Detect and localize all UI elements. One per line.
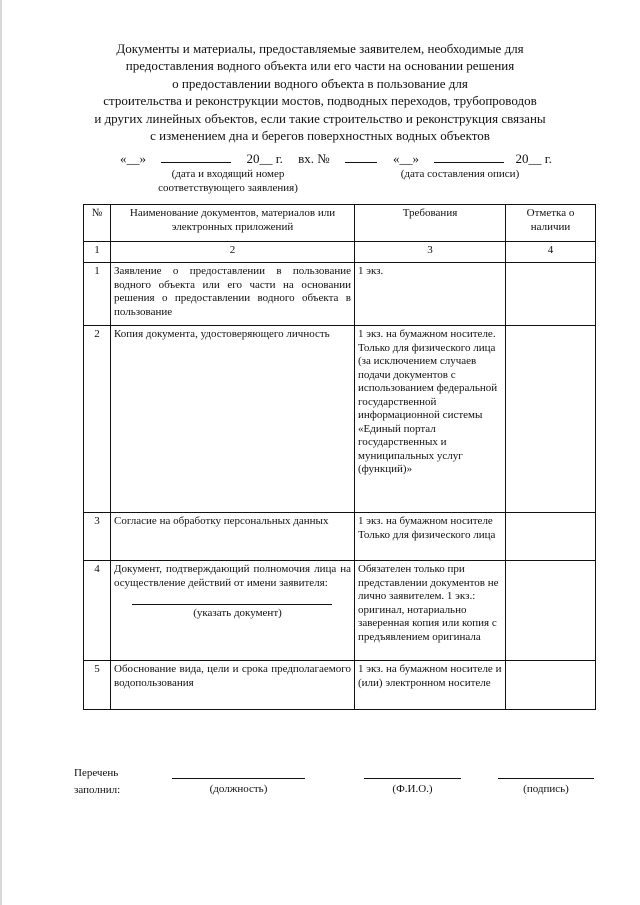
caption-line: соответствующего заявления) xyxy=(158,182,298,194)
document-name: Копия документа, удостоверяющего личность xyxy=(111,326,355,513)
availability-mark-cell[interactable] xyxy=(506,263,596,326)
right-date-caption: (дата составления описи) xyxy=(400,168,520,180)
table-row xyxy=(84,263,596,326)
availability-mark-cell[interactable] xyxy=(506,661,596,710)
footer-label-line2: заполнил: xyxy=(74,784,121,796)
position-caption: (должность) xyxy=(209,783,268,795)
title-line: с изменением дна и берегов поверхностных водных объектов xyxy=(150,128,490,144)
page-edge xyxy=(0,0,2,905)
row-number: 1 xyxy=(84,263,111,326)
table-row xyxy=(84,661,596,710)
specify-document-blank[interactable] xyxy=(132,604,332,605)
incoming-number-blank[interactable] xyxy=(345,151,377,163)
header-name: Наименование документов, материалов или электронных приложений xyxy=(111,205,355,242)
documents-table xyxy=(83,204,596,710)
column-number: 1 xyxy=(84,242,111,263)
row-number: 2 xyxy=(84,326,111,513)
row-number: 3 xyxy=(84,513,111,561)
left-date-caption xyxy=(138,167,318,195)
requirement-text: 1 экз. xyxy=(355,263,506,326)
header-number: № xyxy=(84,205,111,242)
row-number: 5 xyxy=(84,661,111,710)
title-line: строительства и реконструкции мостов, подводных переходов, трубопроводов xyxy=(103,93,537,109)
column-number: 4 xyxy=(506,242,596,263)
document-name-with-field xyxy=(111,561,355,661)
left-year-field[interactable]: 20__ г. xyxy=(246,151,283,166)
table-row xyxy=(84,513,596,561)
requirement-text: 1 экз. на бумажном носителе Только для физического лица xyxy=(355,513,506,561)
title-line: предоставления водного объекта или его части на основании решения xyxy=(125,58,515,74)
document-name: Согласие на обработку персональных данных xyxy=(111,513,355,561)
column-number-row xyxy=(84,242,596,263)
right-date-field[interactable] xyxy=(393,151,552,167)
caption-line: (дата и входящий номер xyxy=(171,168,285,180)
availability-mark-cell[interactable] xyxy=(506,326,596,513)
column-number: 3 xyxy=(355,242,506,263)
row-number: 4 xyxy=(84,561,111,661)
header-requirements: Требования xyxy=(355,205,506,242)
availability-mark-cell[interactable] xyxy=(506,561,596,661)
document-title xyxy=(60,40,580,144)
document-name: Обоснование вида, цели и срока предполагаемого водопользования xyxy=(111,661,355,710)
title-line: Документы и материалы, предоставляемые заявителем, необходимые для xyxy=(116,41,524,56)
specify-document-caption: (указать документ) xyxy=(193,607,282,619)
table-row xyxy=(84,561,596,661)
left-date-field[interactable] xyxy=(120,151,377,167)
left-day-field[interactable]: «__» xyxy=(120,151,146,166)
table-row xyxy=(84,326,596,513)
footer-label-line1: Перечень xyxy=(74,767,119,779)
requirement-text: 1 экз. на бумажном носителе и (или) электронном носителе xyxy=(355,661,506,710)
incoming-number-label: вх. № xyxy=(298,151,330,166)
left-month-blank[interactable] xyxy=(161,151,231,163)
availability-mark-cell[interactable] xyxy=(506,513,596,561)
document-name: Документ, подтверждающий полномочия лица на осуществление действий от имени заявителя: xyxy=(114,563,351,589)
requirement-text: Обязателен только при представлении документов не лично заявителем. 1 экз.: оригинал, нотариально заверенная копия или копия с предъявлением оригинала xyxy=(355,561,506,661)
right-month-blank[interactable] xyxy=(434,151,504,163)
position-blank[interactable] xyxy=(172,778,305,779)
title-line: и других линейных объектов, если такие строительство и реконструкция связаны xyxy=(94,110,546,126)
full-name-caption: (Ф.И.О.) xyxy=(392,783,433,795)
table-header-row xyxy=(84,205,596,242)
document-name: Заявление о предоставлении в пользование водного объекта или его части на основании решения о предоставлении водного объекта в пользование xyxy=(111,263,355,326)
signature-caption: (подпись) xyxy=(523,783,569,795)
requirement-text: 1 экз. на бумажном носителе. Только для физического лица (за исключением случаев подачи документов с использованием федеральной государственной информационной системы «Единый портал государственных и муниципальных услуг (функций)» xyxy=(355,326,506,513)
right-year-field[interactable]: 20__ г. xyxy=(515,151,552,166)
title-line: о предоставлении водного объекта в пользование для xyxy=(172,75,468,91)
column-number: 2 xyxy=(111,242,355,263)
right-day-field[interactable]: «__» xyxy=(393,151,419,166)
signature-blank[interactable] xyxy=(498,778,594,779)
full-name-blank[interactable] xyxy=(364,778,461,779)
header-availability-mark: Отметка о наличии xyxy=(506,205,596,242)
